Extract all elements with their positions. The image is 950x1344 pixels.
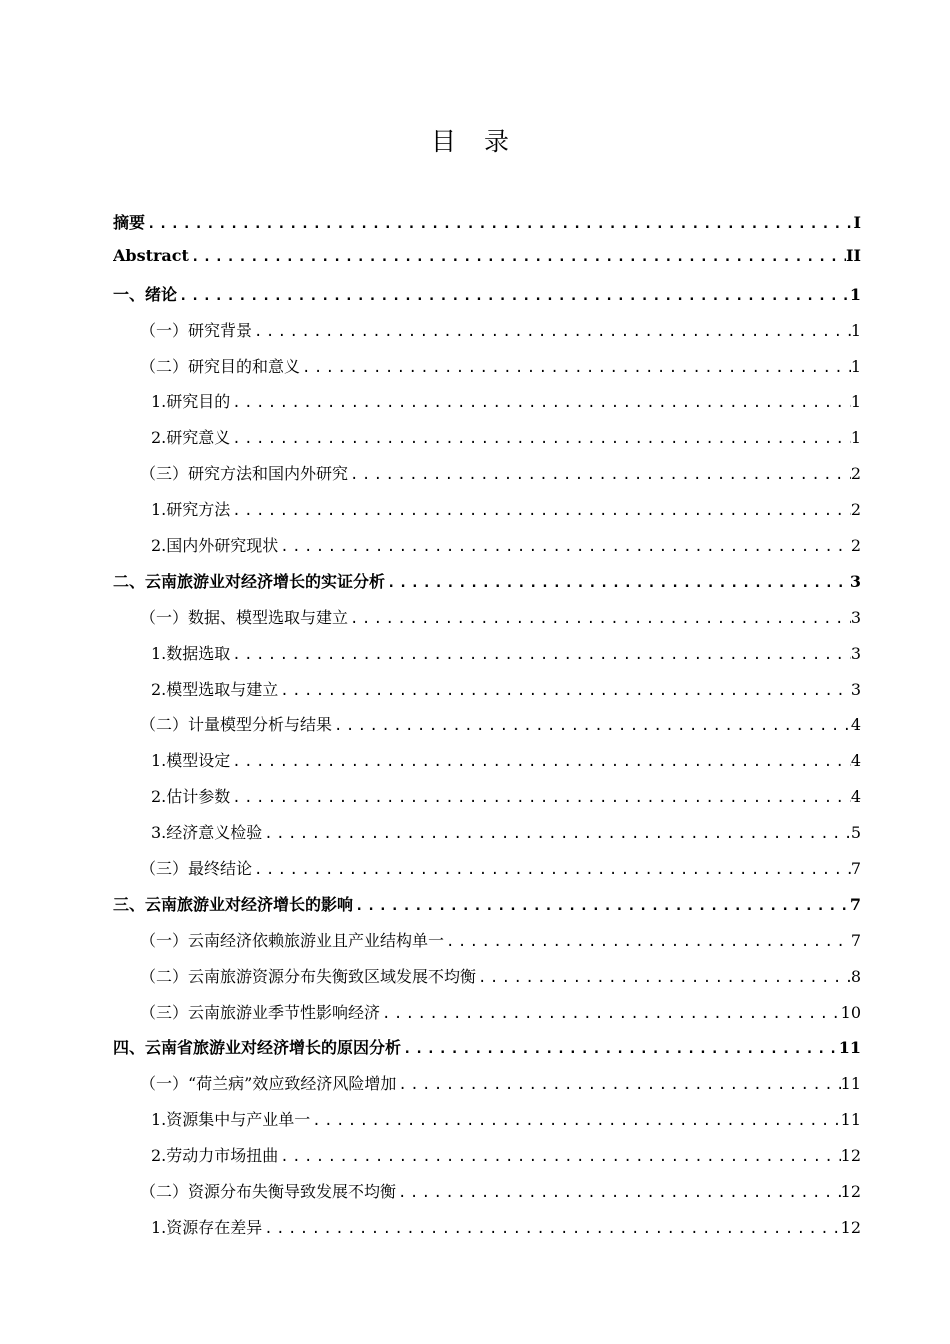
toc-entry-page-number: 7: [849, 894, 861, 914]
toc-entry-label: 3.经济意义检验: [151, 823, 263, 843]
toc-dot-leader: [348, 467, 851, 483]
toc-entry[interactable]: [113, 641, 861, 677]
toc-entry[interactable]: [113, 1035, 861, 1071]
toc-entry[interactable]: [113, 1215, 861, 1251]
toc-entry-page-number: 12: [840, 1146, 861, 1166]
toc-dot-leader: [476, 970, 851, 986]
toc-entry[interactable]: [113, 246, 861, 282]
toc-entry-label: 1.资源集中与产业单一: [151, 1110, 311, 1130]
toc-entry-label: 1.研究方法: [151, 500, 231, 520]
toc-entry-page-number: 4: [850, 787, 861, 807]
toc-entry[interactable]: [113, 964, 861, 1000]
toc-dot-leader: [252, 324, 851, 340]
toc-entry-page-number: 4: [850, 751, 861, 771]
toc-dot-leader: [230, 790, 851, 806]
toc-dot-leader: [396, 1077, 840, 1093]
toc-entry-page-number: 2: [850, 500, 861, 520]
toc-dot-leader: [348, 611, 851, 627]
toc-entry[interactable]: [113, 1179, 861, 1215]
toc-entry[interactable]: [113, 928, 861, 964]
page-title: 目 录: [431, 127, 519, 156]
toc-entry[interactable]: [113, 1107, 861, 1143]
toc-dot-leader: [177, 288, 850, 304]
toc-entry[interactable]: [113, 497, 861, 533]
toc-entry-page-number: 2: [850, 536, 861, 556]
toc-entry-page-number: 3: [850, 643, 861, 663]
toc-dot-leader: [332, 718, 851, 734]
toc-entry-label: （二）云南旅游资源分布失衡致区域发展不均衡: [140, 966, 477, 986]
toc-dot-leader: [262, 826, 851, 842]
toc-entry[interactable]: [113, 461, 861, 497]
toc-entry-label: 二、云南旅游业对经济增长的实证分析: [113, 571, 386, 591]
toc-entry-label: 2.估计参数: [151, 787, 231, 807]
toc-dot-leader: [300, 360, 851, 376]
toc-entry[interactable]: [113, 1143, 861, 1179]
toc-entry-label: 一、绪论: [113, 284, 178, 304]
toc-entry-page-number: 1: [850, 428, 861, 448]
toc-dot-leader: [230, 503, 851, 519]
toc-dot-leader: [380, 1006, 841, 1022]
toc-entry-label: （一）数据、模型选取与建立: [140, 607, 349, 627]
toc-dot-leader: [252, 862, 851, 878]
table-of-contents: [113, 210, 861, 1251]
toc-dot-leader: [401, 1041, 839, 1057]
toc-entry[interactable]: [113, 856, 861, 892]
toc-entry-label: 1.数据选取: [151, 643, 231, 663]
toc-entry[interactable]: [113, 210, 861, 246]
toc-dot-leader: [444, 934, 851, 950]
toc-entry-label: （一）研究背景: [140, 320, 253, 340]
toc-entry[interactable]: [113, 748, 861, 784]
toc-entry-page-number: 12: [840, 1182, 861, 1202]
toc-entry[interactable]: [113, 318, 861, 354]
toc-entry[interactable]: [113, 1000, 861, 1036]
toc-entry-label: 2.研究意义: [151, 428, 231, 448]
toc-entry-page-number: 5: [850, 823, 861, 843]
toc-dot-leader: [278, 683, 851, 699]
toc-entry-label: 三、云南旅游业对经济增长的影响: [113, 894, 354, 914]
toc-entry-label: 1.资源存在差异: [151, 1217, 263, 1237]
toc-entry-page-number: II: [846, 245, 861, 265]
toc-entry[interactable]: [113, 354, 861, 390]
toc-entry-page-number: 11: [840, 1074, 861, 1094]
toc-entry[interactable]: [113, 605, 861, 641]
toc-entry-page-number: 7: [850, 859, 861, 879]
toc-entry-page-number: 3: [850, 679, 861, 699]
toc-entry-page-number: 1: [850, 320, 861, 340]
toc-entry-page-number: 8: [850, 966, 861, 986]
toc-dot-leader: [262, 1221, 840, 1237]
toc-dot-leader: [353, 898, 850, 914]
toc-dot-leader: [230, 647, 851, 663]
toc-dot-leader: [230, 431, 851, 447]
toc-entry[interactable]: [113, 425, 861, 461]
toc-dot-leader: [396, 1185, 841, 1201]
toc-dot-leader: [189, 249, 846, 265]
toc-entry[interactable]: [113, 389, 861, 425]
toc-entry[interactable]: [113, 892, 861, 928]
toc-entry[interactable]: [113, 784, 861, 820]
toc-entry[interactable]: [113, 569, 861, 605]
toc-entry[interactable]: [113, 677, 861, 713]
toc-entry-page-number: 1: [850, 356, 861, 376]
toc-entry-label: 2.劳动力市场扭曲: [151, 1146, 279, 1166]
toc-entry-page-number: 3: [849, 571, 861, 591]
toc-entry-label: （三）研究方法和国内外研究: [140, 464, 349, 484]
toc-entry-page-number: 2: [850, 464, 861, 484]
toc-entry-label: 四、云南省旅游业对经济增长的原因分析: [113, 1038, 402, 1058]
toc-entry-label: （三）最终结论: [140, 859, 253, 879]
toc-entry-page-number: 3: [850, 607, 861, 627]
toc-entry-page-number: 12: [840, 1217, 861, 1237]
toc-dot-leader: [230, 395, 851, 411]
toc-entry-label: （一）云南经济依赖旅游业且产业结构单一: [140, 930, 445, 950]
toc-entry-page-number: I: [853, 213, 861, 232]
toc-entry[interactable]: [113, 820, 861, 856]
toc-entry-label: 1.研究目的: [151, 392, 231, 412]
toc-dot-leader: [230, 754, 851, 770]
toc-entry-label: （一）“荷兰病”效应致经济风险增加: [140, 1074, 397, 1094]
toc-entry-label: （二）研究目的和意义: [140, 356, 301, 376]
toc-entry-label: 2.模型选取与建立: [151, 679, 279, 699]
toc-entry[interactable]: [113, 533, 861, 569]
toc-entry-label: （二）计量模型分析与结果: [140, 715, 333, 735]
toc-entry-page-number: 11: [838, 1038, 861, 1058]
toc-entry-label: （三）云南旅游业季节性影响经济: [140, 1002, 381, 1022]
toc-dot-leader: [385, 575, 850, 591]
toc-entry-page-number: 7: [850, 930, 861, 950]
toc-dot-leader: [310, 1113, 840, 1129]
toc-entry-label: Abstract: [113, 245, 189, 265]
toc-entry-label: 1.模型设定: [151, 751, 231, 771]
toc-entry[interactable]: [113, 282, 861, 318]
toc-entry-label: 2.国内外研究现状: [151, 536, 279, 556]
toc-entry-page-number: 1: [850, 392, 861, 412]
toc-entry[interactable]: [113, 1071, 861, 1107]
toc-entry-page-number: 11: [840, 1110, 861, 1130]
toc-dot-leader: [278, 539, 851, 555]
toc-entry-label: 摘要: [113, 213, 146, 232]
toc-dot-leader: [278, 1149, 840, 1165]
toc-entry-page-number: 1: [849, 284, 861, 304]
toc-entry-page-number: 4: [850, 715, 861, 735]
toc-entry-label: （二）资源分布失衡导致发展不均衡: [140, 1182, 397, 1202]
toc-dot-leader: [145, 216, 851, 232]
toc-entry[interactable]: [113, 712, 861, 748]
toc-entry-page-number: 10: [840, 1002, 861, 1022]
